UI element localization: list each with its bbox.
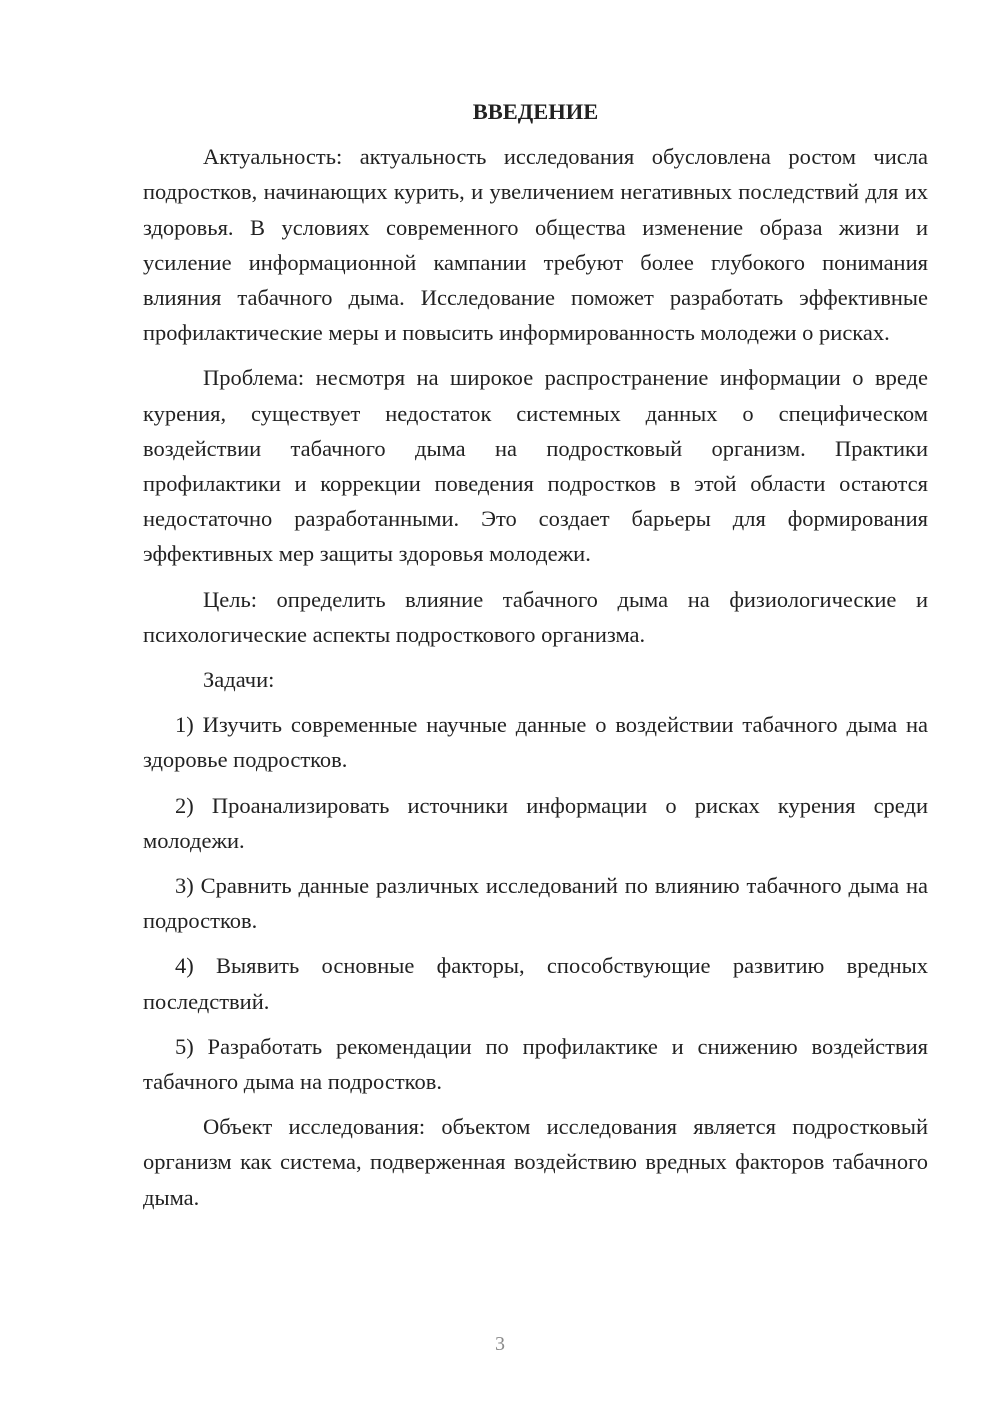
page-number: 3 <box>495 1333 505 1355</box>
page-title: ВВЕДЕНИЕ <box>472 99 599 124</box>
paragraph-relevance: Актуальность: актуальность исследования обусловлена ростом числа подростков, начинающих курить, и увеличением негативных последствий для их здоровья. В условиях современного общества изменение образа жизни и усиление информационной кампании требуют более глубокого понимания влияния табачного дыма. Исследование поможет разработать эффективные профилактические меры и повысить информированность молодежи о рисках. <box>143 144 928 346</box>
task-item-5: 5) Разработать рекомендации по профилактике и снижению воздействия табачного дыма на подростков. <box>143 1033 928 1095</box>
tasks-label: Задачи: <box>203 667 275 693</box>
task-item-4: 4) Выявить основные факторы, способствующие развитию вредных последствий. <box>143 953 928 1014</box>
task-item-2: 2) Проанализировать источники информации о рисках курения среди молодежи. <box>143 792 928 853</box>
task-item-3: 3) Сравнить данные различных исследований по влиянию табачного дыма на подростков. <box>143 873 928 934</box>
paragraph-goal: Цель: определить влияние табачного дыма на физиологические и психологические аспекты подросткового организма. <box>143 586 928 647</box>
tasks-list <box>143 707 928 1099</box>
document-page <box>143 94 928 1225</box>
paragraph-object: Объект исследования: объектом исследования является подростковый организм как система, подверженная воздействию вредных факторов табачного дыма. <box>143 1114 928 1210</box>
paragraph-problem: Проблема: несмотря на широкое распространение информации о вреде курения, существует недостаток системных данных о специфическом воздействии табачного дыма на подростковый организм. Практики профилактики и коррекции поведения подростков в этой области остаются недостаточно разработанными. Это создает барьеры для формирования эффективных мер защиты здоровья молодежи. <box>143 365 928 567</box>
task-item-1: 1) Изучить современные научные данные о воздействии табачного дыма на здоровье подростков. <box>143 712 928 773</box>
